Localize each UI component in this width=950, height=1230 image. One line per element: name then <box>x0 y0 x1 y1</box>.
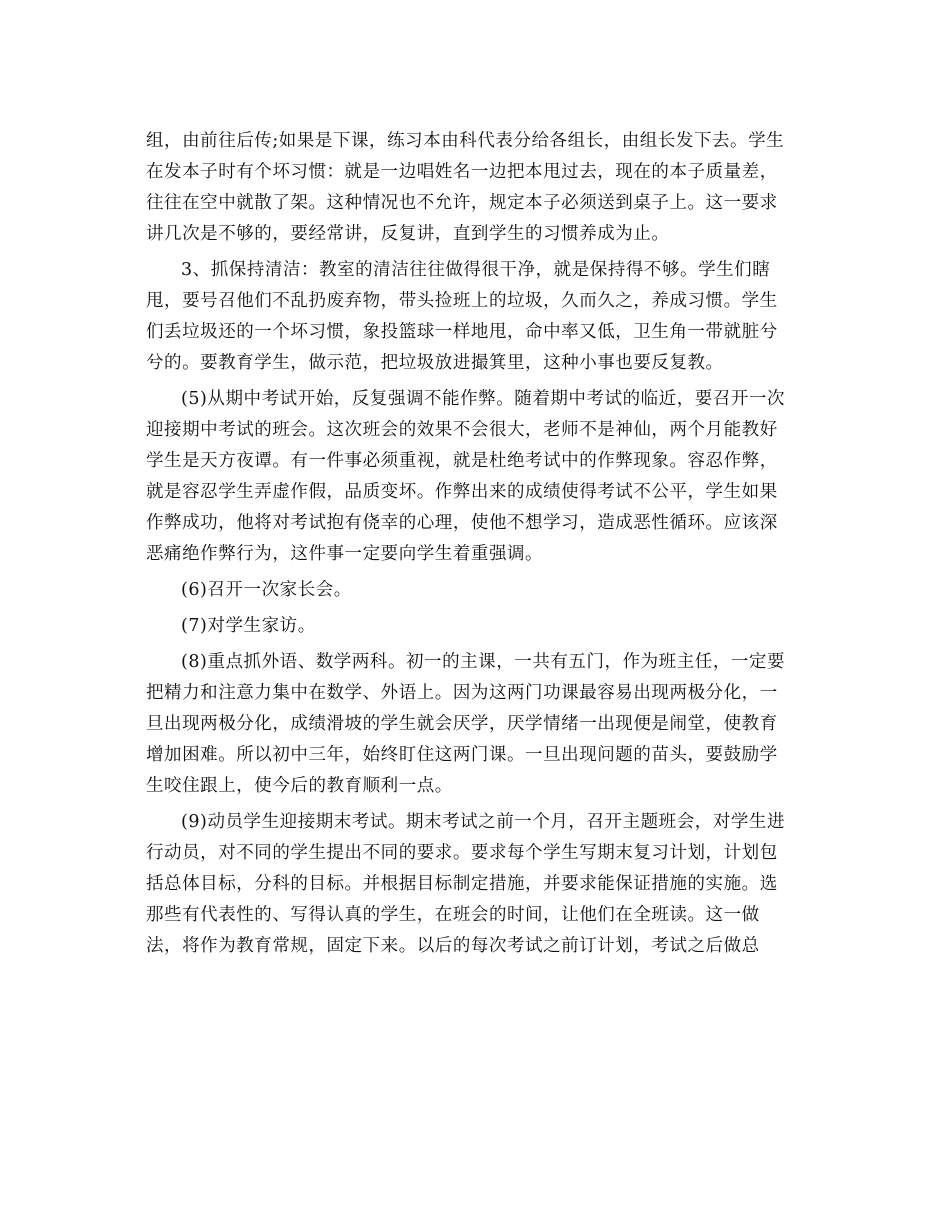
paragraph-item-6-parent-meeting <box>146 575 810 606</box>
text-line: 迎接期中考试的班会。这次班会的效果不会很大，老师不是神仙，两个月能教好 <box>146 420 778 440</box>
text-line: 行动员，对不同的学生提出不同的要求。要求每个学生写期末复习计划，计划包 <box>146 843 778 863</box>
text-line: 讲几次是不够的，要经常讲，反复讲，直到学生的习惯养成为止。 <box>146 224 670 244</box>
text-line: (5)从期中考试开始，反复强调不能作弊。随着期中考试的临近，要召开一次 <box>181 389 786 409</box>
text-line: 把精力和注意力集中在数学、外语上。因为这两门功课最容易出现两极分化，一 <box>146 683 778 703</box>
text-line: 旦出现两极分化，成绩滑坡的学生就会厌学，厌学情绪一出现便是闹堂，使教育 <box>146 714 778 734</box>
text-line: 增加困难。所以初中三年，始终盯住这两门课。一旦出现问题的苗头，要鼓励学 <box>146 745 778 765</box>
text-line: 恶痛绝作弊行为，这件事一定要向学生着重强调。 <box>146 544 544 564</box>
paragraph-item-7-home-visit <box>146 611 810 642</box>
text-line: (9)动员学生迎接期末考试。期末考试之前一个月，召开主题班会，对学生进 <box>181 812 786 832</box>
paragraph-continued-homework-distribution <box>146 126 810 250</box>
text-line: (6)召开一次家长会。 <box>181 580 352 600</box>
paragraph-item-3-cleanliness <box>146 255 810 379</box>
text-line: 甩，要号召他们不乱扔废弃物，带头捡班上的垃圾，久而久之，养成习惯。学生 <box>146 291 778 311</box>
text-line: 法，将作为教育常规，固定下来。以后的每次考试之前订计划，考试之后做总 <box>146 936 760 956</box>
document-page <box>146 126 810 967</box>
paragraph-item-8-focus-subjects <box>146 647 810 802</box>
text-line: 在发本子时有个坏习惯：就是一边唱姓名一边把本甩过去，现在的本子质量差， <box>146 162 778 182</box>
text-line: 们丢垃圾还的一个坏习惯，象投篮球一样地甩，命中率又低，卫生角一带就脏兮 <box>146 322 778 342</box>
text-line: 兮的。要教育学生，做示范，把垃圾放进撮箕里，这种小事也要反复教。 <box>146 353 724 373</box>
text-line: 就是容忍学生弄虚作假，品质变坏。作弊出来的成绩使得考试不公平，学生如果 <box>146 482 778 502</box>
text-line: 学生是天方夜谭。有一件事必须重视，就是杜绝考试中的作弊现象。容忍作弊， <box>146 451 778 471</box>
text-line: 作弊成功，他将对考试抱有侥幸的心理，使他不想学习，造成恶性循环。应该深 <box>146 513 778 533</box>
paragraph-item-9-final-exam <box>146 807 810 962</box>
text-line: 生咬住跟上，使今后的教育顺利一点。 <box>146 776 453 796</box>
paragraph-item-5-no-cheating <box>146 384 810 570</box>
text-line: 往往在空中就散了架。这种情况也不允许，规定本子必须送到桌子上。这一要求 <box>146 193 778 213</box>
text-line: (8)重点抓外语、数学两科。初一的主课，一共有五门，作为班主任，一定要 <box>181 652 786 672</box>
text-line: (7)对学生家访。 <box>181 616 316 636</box>
text-line: 3、抓保持清洁：教室的清洁往往做得很干净，就是保持得不够。学生们瞎 <box>181 260 771 280</box>
text-line: 那些有代表性的、写得认真的学生，在班会的时间，让他们在全班读。这一做 <box>146 905 760 925</box>
text-line: 括总体目标，分科的目标。并根据目标制定措施，并要求能保证措施的实施。选 <box>146 874 778 894</box>
text-line: 组，由前往后传;如果是下课，练习本由科代表分给各组长，由组长发下去。学生 <box>146 131 785 151</box>
